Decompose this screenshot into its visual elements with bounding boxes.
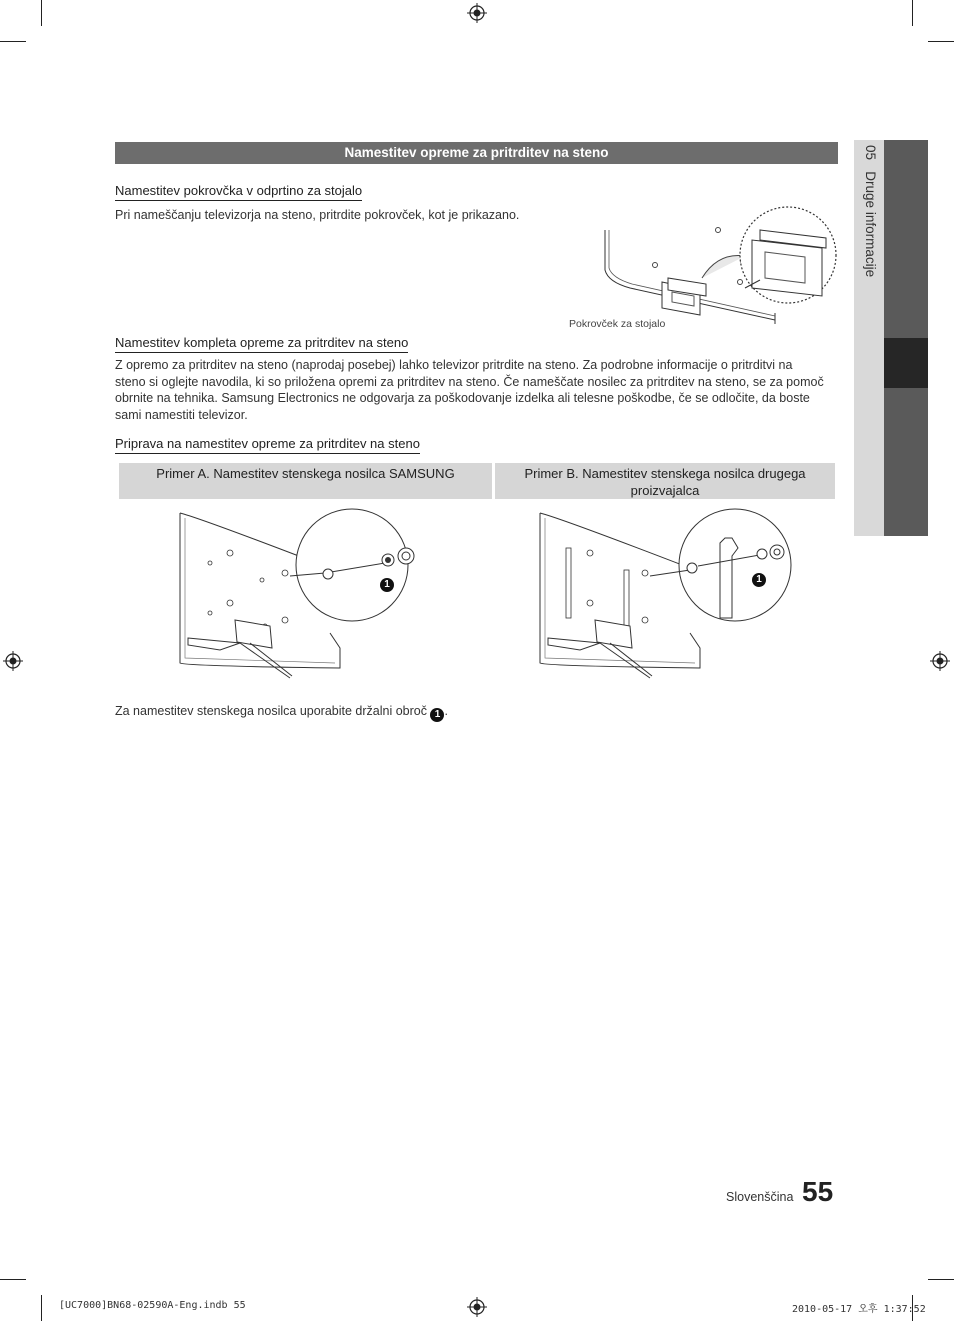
stand-cover-illustration [600, 200, 840, 330]
callout-badge-b [752, 567, 766, 587]
callout-number: 1 [380, 578, 394, 592]
crop-mark [928, 1279, 954, 1280]
chapter-tab-marker [884, 338, 928, 388]
print-timestamp: 2010-05-17 오후 1:37:52 [792, 1304, 926, 1315]
cover-instructions: Pri nameščanju televizorja na steno, pritrdite pokrovček, kot je prikazano. [115, 208, 520, 222]
chapter-title: Druge informacije [863, 171, 878, 278]
subsection-heading-preparation: Priprava na namestitev opreme za pritrditev na steno [115, 436, 420, 454]
figure-caption: Pokrovček za stojalo [569, 318, 666, 330]
note-badge: 1 [430, 708, 444, 722]
crop-mark [0, 1279, 26, 1280]
section-title: Namestitev opreme za pritrditev na steno [115, 142, 838, 164]
note-end: . [444, 704, 448, 718]
tv-back-samsung-mount-illustration [180, 508, 440, 683]
crop-mark [41, 0, 42, 26]
crop-mark [928, 41, 954, 42]
column-header-b: Primer B. Namestitev stenskega nosilca drugega proizvajalca [495, 463, 835, 499]
crop-mark [912, 0, 913, 26]
callout-badge-a [380, 572, 394, 592]
print-file-info: [UC7000]BN68-02590A-Eng.indb 55 [59, 1300, 246, 1311]
page-language: Slovenščina [726, 1190, 794, 1204]
crop-mark [0, 41, 26, 42]
registration-mark-icon [930, 651, 950, 671]
chapter-tab-label [856, 145, 882, 445]
note-text: Za namestitev stenskega nosilca uporabite držalni obroč [115, 704, 427, 718]
page-number: 55 [802, 1176, 834, 1207]
registration-mark-icon [467, 3, 487, 23]
tv-back-third-party-mount-illustration [540, 508, 800, 683]
registration-mark-icon [467, 1297, 487, 1317]
subsection-heading-wall-mount-kit: Namestitev kompleta opreme za pritrditev na steno [115, 335, 408, 353]
wall-mount-instructions: Z opremo za pritrditev na steno (naprodaj posebej) lahko televizor pritrdite na steno. Za podrobne informacije o pritrditvi na steno si oglejte navodila, ki so priložena opremi za pritrditev na steno. Če nameščate nosilec za pritrditev na steno, se za pomoč obrnite na tehnika. Samsung Electronics ne odgovarja za poškodovanje izdelka ali telesne poškodbe, če se odločite, da boste sami namestiti televizor. [115, 358, 824, 422]
chapter-number: 05 [863, 145, 878, 161]
crop-mark [41, 1295, 42, 1321]
holder-ring-note [115, 703, 448, 722]
callout-number: 1 [752, 573, 766, 587]
column-header-a: Primer A. Namestitev stenskega nosilca SAMSUNG [119, 463, 492, 499]
subsection-heading-cover: Namestitev pokrovčka v odprtino za stojalo [115, 183, 362, 201]
registration-mark-icon [3, 651, 23, 671]
